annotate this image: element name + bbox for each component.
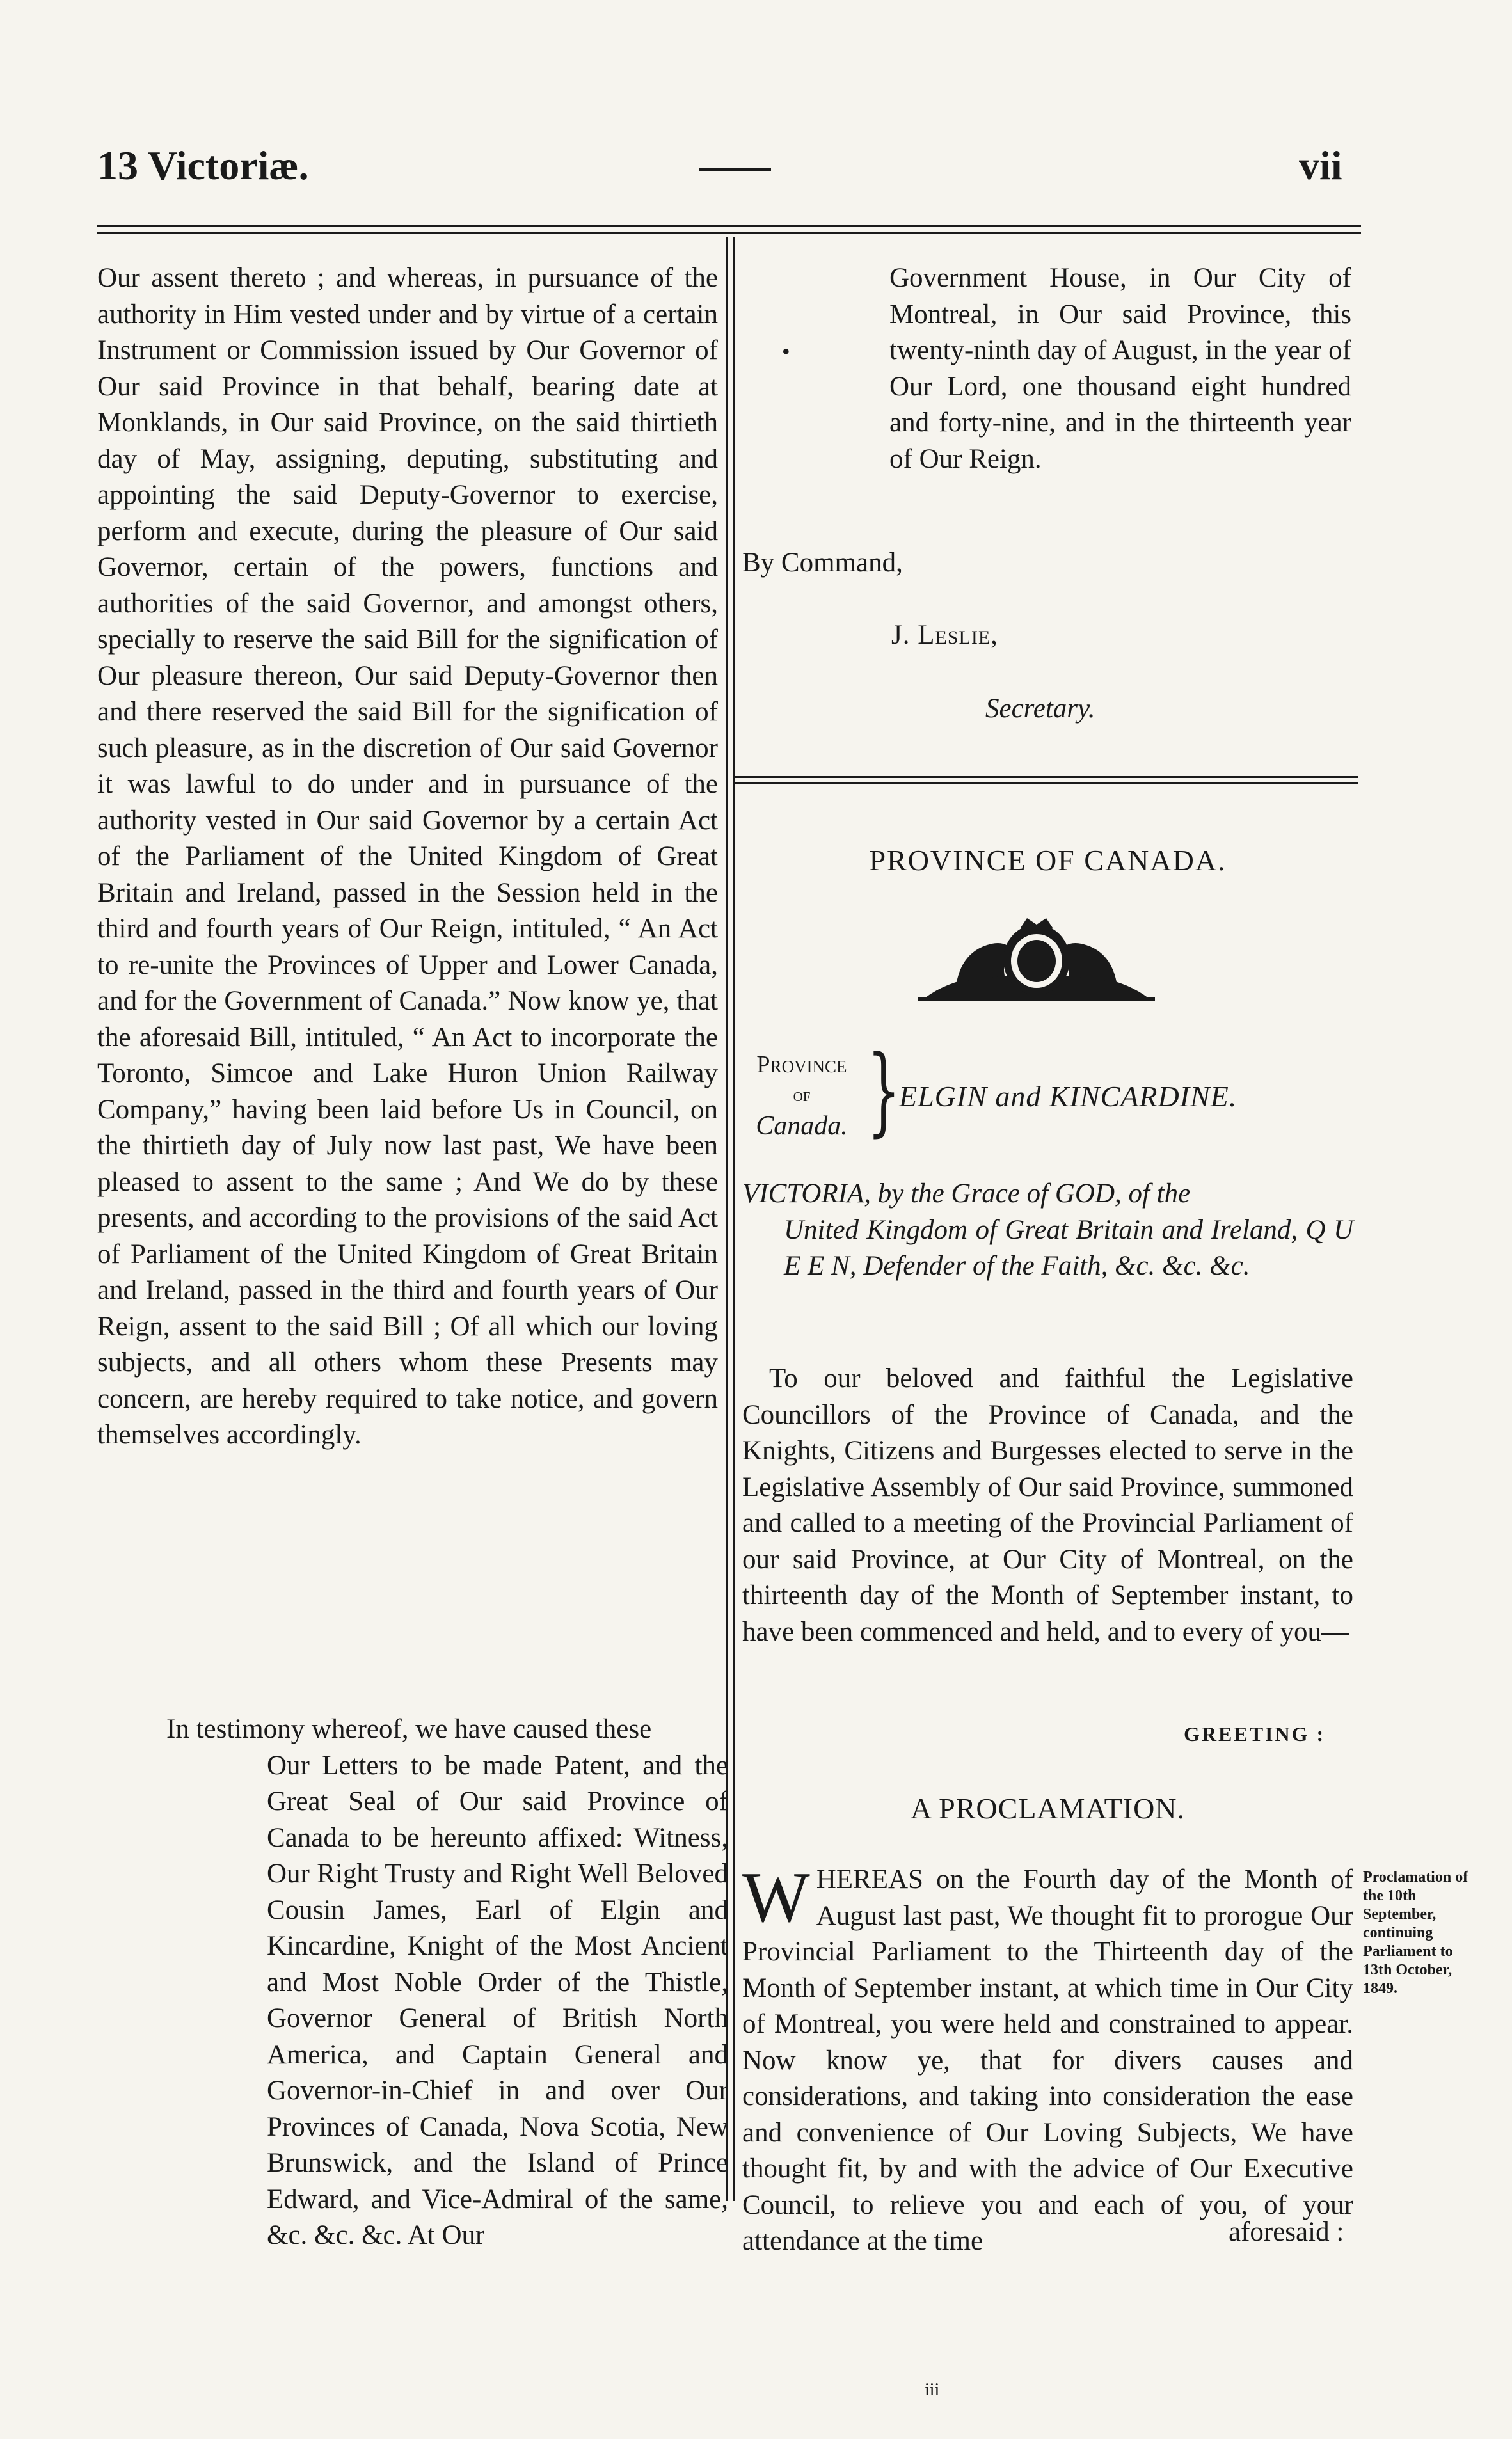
- greeting: GREETING :: [1184, 1722, 1326, 1745]
- header-rule-top: [97, 225, 1361, 227]
- province-label: [731, 1049, 872, 1141]
- province-title: PROVINCE OF CANADA.: [869, 844, 1227, 877]
- address-paragraph: To our beloved and faithful the Legislative Councillors of the Province of Canada, and the Knights, Citizens and Burgesses elected to serve in the Legislative Assembly of Our said Province, summoned and called to a meeting of the Provincial Parliament of our said Province, at Our City of Montreal, on the thirteenth day of the Month of September instant, to have been commenced and held, and to every of you—: [742, 1363, 1353, 1647]
- drop-cap: W: [742, 1858, 810, 1937]
- province-label-line3: Canada.: [756, 1111, 848, 1141]
- victoria-style: [742, 1176, 1353, 1285]
- header-rule-bottom: [97, 232, 1361, 234]
- province-label-line2: of: [793, 1084, 811, 1106]
- column-divider-right-line: [733, 237, 735, 2201]
- signature-mark: iii: [925, 2380, 940, 2400]
- elgin-kincardine: ELGIN and KINCARDINE.: [899, 1080, 1237, 1113]
- province-label-line1: Province: [756, 1051, 847, 1078]
- header-dash: [699, 168, 771, 171]
- margin-note: Proclamation of the 10th September, continuing Parliament to 13th October, 1849.: [1363, 1869, 1468, 1997]
- section-rule-top: [735, 776, 1358, 778]
- testimony-paragraph: [166, 1712, 728, 2254]
- victoria-rest: United Kingdom of Great Britain and Ireland, Q U E E N, Defender of the Faith, &c. &c. &c.: [784, 1214, 1353, 1281]
- proclamation-body: [742, 1858, 1353, 2260]
- page-number: vii: [1299, 143, 1342, 188]
- testimony-body: Our Letters to be made Patent, and the Great Seal of Our said Province of Canada to be hereunto affixed: Witness, Our Right Trusty and Right Well Beloved Cousin James, Earl of Elgin and Kincardine, Knight of the Most Ancient and Most Noble Order of the Thistle, Governor General of British North America, and Captain General and Governor-in-Chief in and over Our Provinces of Canada, Nova Scotia, New Brunswick, and the Island of Prince Edward, and Vice-Admiral of the same, &c. &c. &c. At Our: [267, 1750, 728, 2250]
- signatory: J. Leslie,: [891, 620, 998, 650]
- secretary-title: Secretary.: [985, 694, 1095, 724]
- left-column: [97, 260, 718, 1454]
- bullet-mark: •: [782, 338, 790, 364]
- by-command: By Command,: [742, 548, 903, 578]
- left-column-body: Our assent thereto ; and whereas, in pursuance of the authority in Him vested under and by virtue of a certain Instrument or Commission issued by Our Governor of Our said Province in that behalf, bearing date at Monklands, in Our said Province, on the said thirtieth day of May, assigning, deputing, substituting and appointing the said Deputy-Governor to exercise, perform and execute, during the pleasure of Our said Governor, certain of the powers, functions and authorities of the said Governor, and amongst others, specially to reserve the said Bill for the signification of Our pleasure thereon, Our said Deputy-Governor then and there reserved the said Bill for the signification of such pleasure, as in the discretion of Our said Governor it was lawful to do under and in pursuance of the authority vested in Our said Governor by a certain Act of the Parliament of the United Kingdom of Great Britain and Ireland, passed in the Session held in the third and fourth years of Our Reign, intituled, “ An Act to re-unite the Provinces of Upper and Lower Canada, and for the Government of Canada.” Now know ye, that the aforesaid Bill, intituled, “ An Act to incorporate the Toronto, Simcoe and Lake Huron Union Railway Company,” having been laid before Us in Council, on the thirtieth day of July now last past, We have been pleased to assent to the same ; And We do by these presents, and according to the provisions of the said Act of Parliament of the United Kingdom of Great Britain and Ireland, passed in the third and fourth years of Our Reign, assent to the said Bill ; Of all which our loving subjects, and all others whom these Presents may concern, are hereby required to take notice, and govern themselves accordingly.: [97, 263, 718, 1450]
- testimony-first-line: In testimony whereof, we have caused these: [166, 1714, 652, 1744]
- proclamation-heading: A PROCLAMATION.: [910, 1792, 1186, 1825]
- royal-arms-icon: [912, 915, 1161, 1011]
- running-head-title: 13 Victoriæ.: [97, 143, 309, 188]
- proclamation-text: HEREAS on the Fourth day of the Month of August last past, We thought fit to prorogue Our Provincial Parliament to the Thirteenth day of the Month of September instant, at which time in Our City of Montreal, you were held and constrained to appear. Now know ye, that for divers causes and considerations, and taking into consideration the ease and convenience of Our Loving Subjects, We have thought fit, by and with the advice of Our Executive Council, to relieve you and each of you, of your attendance at the time: [742, 1864, 1353, 2256]
- government-house-dateline: Government House, in Our City of Montreal, in Our said Province, this twenty-ninth day of August, in the year of Our Lord, one thousand eight hundred and forty-nine, and in the thirteenth year of Our Reign.: [889, 263, 1351, 474]
- brace-glyph: }: [867, 1035, 901, 1147]
- victoria-first-line: VICTORIA, by the Grace of GOD, of the: [742, 1179, 1191, 1209]
- section-rule-bottom: [735, 782, 1358, 784]
- aforesaid-catchword: aforesaid :: [1229, 2217, 1344, 2247]
